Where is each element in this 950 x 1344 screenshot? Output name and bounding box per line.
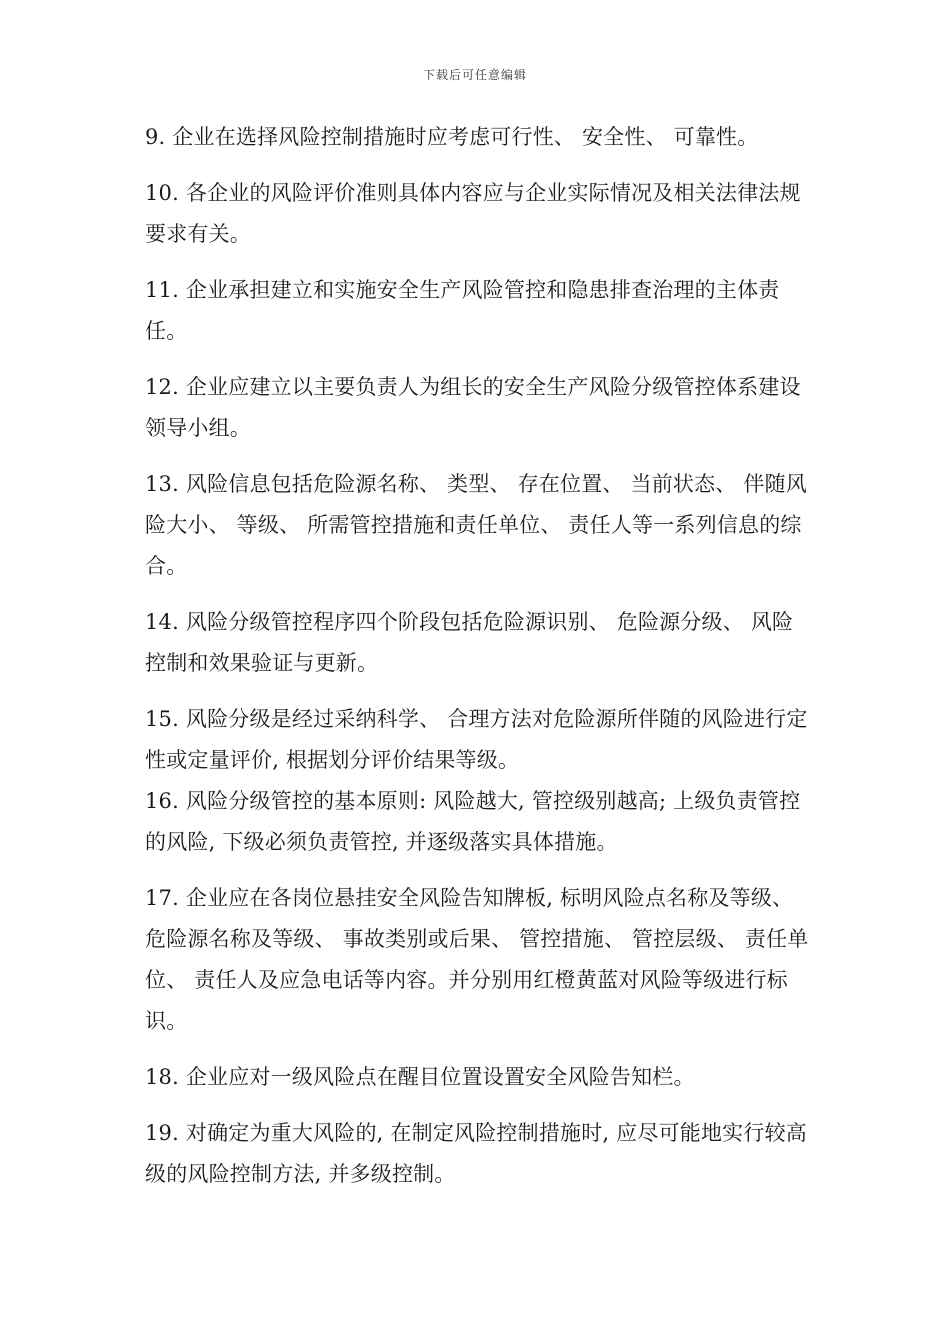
document-body (145, 117, 810, 1210)
paragraph-11: 11. 企业承担建立和实施安全生产风险管控和隐患排查治理的主体责任。 (145, 278, 780, 343)
paragraph-13: 13. 风险信息包括危险源名称、 类型、 存在位置、 当前状态、 伴随风险大小、 等级、 所需管控措施和责任单位、 责任人等一系列信息的综合。 (145, 472, 807, 578)
paragraph-18: 18. 企业应对一级风险点在醒目位置设置安全风险告知栏。 (145, 1065, 695, 1089)
header-note: 下载后可任意编辑 (422, 68, 527, 82)
paragraph-15: 15. 风险分级是经过采纳科学、 合理方法对危险源所伴随的风险进行定性或定量评价, 根据划分评价结果等级。 (145, 707, 808, 772)
paragraph-14: 14. 风险分级管控程序四个阶段包括危险源识别、 危险源分级、 风险控制和效果验证与更新。 (145, 610, 794, 675)
paragraph-16: 16. 风险分级管控的基本原则: 风险越大, 管控级别越高; 上级负责管控的风险, 下级必须负责管控, 并逐级落实具体措施。 (145, 789, 801, 854)
paragraph-10: 10. 各企业的风险评价准则具体内容应与企业实际情况及相关法律法规要求有关。 (145, 181, 801, 246)
paragraph-17: 17. 企业应在各岗位悬挂安全风险告知牌板, 标明风险点名称及等级、 危险源名称及等级、 事故类别或后果、 管控措施、 管控层级、 责任单位、 责任人及应急电话等内容。并分别用红橙黄蓝对风险等级进行标识。 (145, 886, 809, 1033)
paragraph-12: 12. 企业应建立以主要负责人为组长的安全生产风险分级管控体系建设领导小组。 (145, 375, 801, 440)
paragraph-19: 19. 对确定为重大风险的, 在制定风险控制措施时, 应尽可能地实行较高级的风险控制方法, 并多级控制。 (145, 1121, 807, 1186)
paragraph-9: 9. 企业在选择风险控制措施时应考虑可行性、 安全性、 可靠性。 (145, 125, 759, 149)
